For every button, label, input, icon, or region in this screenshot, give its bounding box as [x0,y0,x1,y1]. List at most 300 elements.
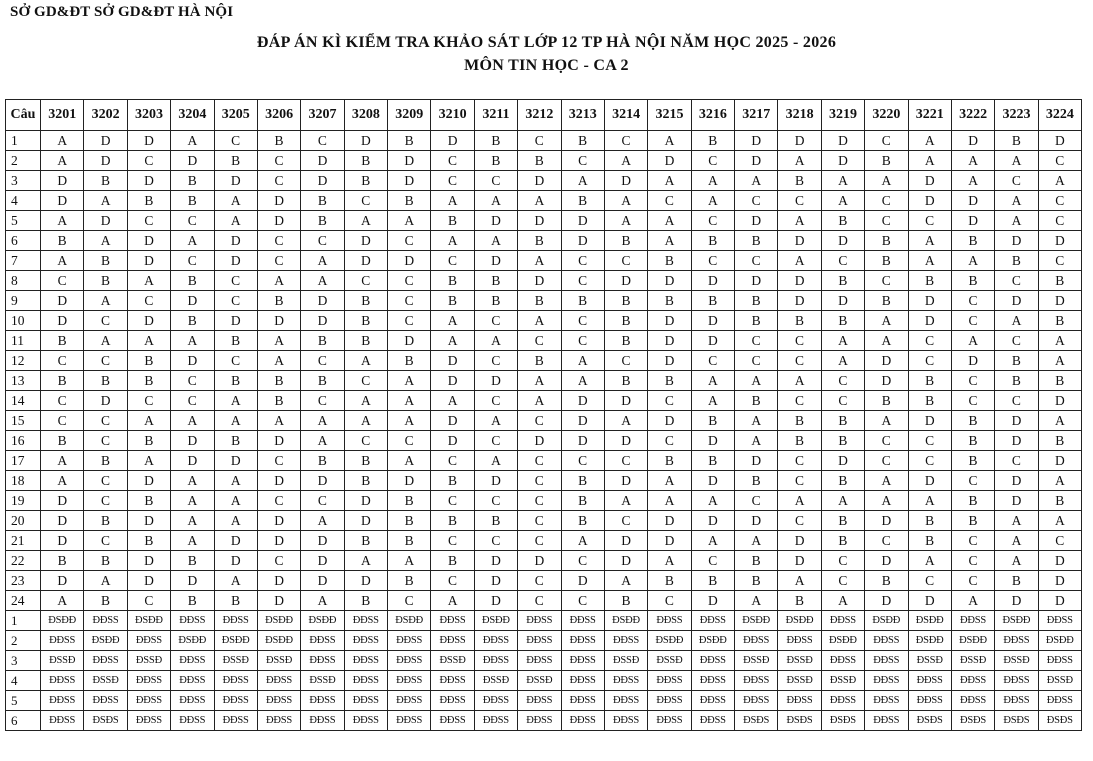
answer-cell: D [1038,451,1081,471]
answer-cell: C [388,431,431,451]
answer-cell: B [995,131,1038,151]
answer-cell: A [518,391,561,411]
answer-cell: C [648,191,691,211]
answer-cell: A [778,371,821,391]
answer-cell: ĐSĐĐ [821,631,864,651]
answer-cell: D [127,471,170,491]
answer-cell: D [908,591,951,611]
answer-cell: ĐĐSS [735,631,778,651]
answer-cell: D [691,311,734,331]
exam-code-header: 3202 [84,100,127,131]
answer-cell: A [778,571,821,591]
answer-cell: ĐĐSS [388,711,431,731]
answer-cell: C [561,551,604,571]
answer-cell: D [561,211,604,231]
answer-cell: ĐĐSS [344,631,387,651]
department-header: SỞ GD&ĐT SỞ GD&ĐT HÀ NỘI [10,4,234,20]
answer-cell: B [604,291,647,311]
answer-cell: C [995,271,1038,291]
answer-cell: ĐĐSS [474,631,517,651]
question-number: 19 [6,491,41,511]
answer-cell: ĐĐSS [431,691,474,711]
answer-cell: B [1038,431,1081,451]
answer-cell: A [951,151,994,171]
answer-cell: B [344,531,387,551]
answer-cell: C [257,251,300,271]
answer-cell: ĐĐSS [691,671,734,691]
answer-cell: ĐSĐS [778,711,821,731]
answer-cell: D [474,251,517,271]
answer-cell: D [431,131,474,151]
answer-cell: C [431,491,474,511]
answer-cell: D [214,171,257,191]
answer-cell: B [561,291,604,311]
answer-cell: B [821,471,864,491]
answer-cell: C [865,211,908,231]
exam-code-header: 3203 [127,100,170,131]
answer-cell: D [214,551,257,571]
question-number: 18 [6,471,41,491]
answer-cell: D [778,131,821,151]
answer-cell: D [344,571,387,591]
question-number: 5 [6,211,41,231]
answer-cell: A [127,411,170,431]
answer-cell: D [127,171,170,191]
answer-cell: C [301,231,344,251]
answer-cell: ĐSSĐ [604,651,647,671]
answer-cell: C [1038,211,1081,231]
true-false-row [6,631,1082,651]
answer-cell: B [821,511,864,531]
answer-cell: B [648,371,691,391]
answer-cell: C [778,511,821,531]
answer-cell: C [735,191,778,211]
answer-cell: C [171,211,214,231]
answer-cell: A [691,531,734,551]
answer-cell: D [691,591,734,611]
answer-cell: A [1038,351,1081,371]
answer-cell: C [778,471,821,491]
answer-cell: D [865,591,908,611]
answer-cell: C [214,131,257,151]
answer-cell: A [41,151,84,171]
answer-cell: D [951,211,994,231]
answer-cell: B [1038,491,1081,511]
answer-cell: ĐĐSS [865,671,908,691]
answer-cell: ĐĐSS [127,691,170,711]
answer-cell: B [431,211,474,231]
answer-cell: B [431,551,474,571]
answer-cell: A [821,171,864,191]
answer-cell: B [518,351,561,371]
answer-cell: ĐSSĐ [995,651,1038,671]
answer-cell: C [257,551,300,571]
answer-cell: D [41,511,84,531]
answer-cell: ĐĐSS [951,671,994,691]
answer-cell: C [995,171,1038,191]
answer-cell: C [951,471,994,491]
answer-cell: B [908,511,951,531]
answer-cell: ĐSĐS [995,711,1038,731]
answer-cell: B [474,291,517,311]
answer-cell: A [388,371,431,391]
answer-cell: ĐĐSS [604,631,647,651]
answer-cell: ĐSSĐ [951,651,994,671]
answer-cell: A [951,591,994,611]
answer-cell: B [865,231,908,251]
answer-cell: B [344,451,387,471]
answer-cell: ĐĐSS [995,691,1038,711]
answer-cell: B [951,231,994,251]
answer-cell: D [257,591,300,611]
multiple-choice-row [6,551,1082,571]
answer-cell: D [561,571,604,591]
answer-cell: B [127,491,170,511]
answer-cell: B [561,191,604,211]
answer-cell: B [821,531,864,551]
answer-cell: D [908,311,951,331]
answer-cell: A [171,411,214,431]
answer-cell: B [301,211,344,231]
answer-cell: D [257,531,300,551]
answer-cell: D [301,471,344,491]
answer-cell: B [257,391,300,411]
answer-cell: D [691,511,734,531]
answer-cell: ĐĐSS [908,691,951,711]
answer-cell: D [561,411,604,431]
answer-cell: ĐĐSS [257,711,300,731]
answer-cell: B [84,451,127,471]
answer-cell: B [171,171,214,191]
true-false-row [6,711,1082,731]
answer-cell: B [778,311,821,331]
exam-code-header: 3208 [344,100,387,131]
answer-cell: C [84,531,127,551]
answer-cell: C [431,531,474,551]
answer-cell: A [474,231,517,251]
answer-cell: C [127,211,170,231]
answer-cell: ĐĐSS [735,691,778,711]
answer-cell: A [995,551,1038,571]
answer-cell: ĐĐSS [1038,611,1081,631]
multiple-choice-section [6,131,1082,611]
answer-cell: B [127,191,170,211]
answer-cell: A [1038,411,1081,431]
answer-cell: D [821,291,864,311]
multiple-choice-row [6,371,1082,391]
answer-cell: ĐĐSS [257,691,300,711]
answer-cell: C [171,251,214,271]
answer-cell: B [257,371,300,391]
question-number: 4 [6,671,41,691]
answer-cell: C [474,431,517,451]
answer-cell: B [691,291,734,311]
answer-cell: ĐSSĐ [648,651,691,671]
answer-cell: C [518,471,561,491]
answer-cell: D [735,271,778,291]
answer-cell: C [344,191,387,211]
answer-cell: ĐSSĐ [518,671,561,691]
answer-cell: ĐĐSS [518,631,561,651]
answer-cell: A [604,411,647,431]
multiple-choice-row [6,271,1082,291]
answer-cell: B [171,271,214,291]
answer-cell: ĐSSĐ [908,651,951,671]
answer-cell: D [865,351,908,371]
answer-cell: A [561,531,604,551]
question-number: 3 [6,171,41,191]
answer-cell: C [951,291,994,311]
answer-cell: D [518,271,561,291]
answer-cell: D [301,311,344,331]
answer-cell: C [171,391,214,411]
answer-cell: B [648,451,691,471]
answer-cell: A [865,491,908,511]
answer-cell: ĐĐSS [865,691,908,711]
answer-cell: C [518,591,561,611]
answer-cell: A [431,591,474,611]
answer-cell: B [735,231,778,251]
answer-cell: D [474,591,517,611]
answer-cell: A [344,211,387,231]
answer-cell: C [41,391,84,411]
answer-cell: C [257,231,300,251]
answer-cell: D [344,251,387,271]
answer-cell: D [561,231,604,251]
answer-cell: ĐĐSS [604,711,647,731]
answer-cell: D [995,231,1038,251]
answer-cell: D [778,551,821,571]
answer-cell: B [735,571,778,591]
answer-cell: A [388,411,431,431]
question-column-header: Câu [6,100,41,131]
answer-cell: ĐĐSS [388,691,431,711]
answer-cell: ĐĐSS [951,611,994,631]
answer-cell: A [214,571,257,591]
answer-cell: B [127,431,170,451]
answer-cell: D [648,511,691,531]
answer-cell: A [84,231,127,251]
answer-cell: C [951,311,994,331]
answer-cell: C [518,511,561,531]
answer-cell: A [951,331,994,351]
answer-cell: D [691,331,734,351]
answer-cell: ĐĐSS [171,651,214,671]
multiple-choice-row [6,151,1082,171]
answer-cell: D [431,371,474,391]
answer-cell: ĐĐSS [344,671,387,691]
answer-cell: A [171,331,214,351]
answer-cell: D [735,151,778,171]
answer-cell: D [778,231,821,251]
answer-cell: D [865,511,908,531]
answer-cell: ĐSĐĐ [84,631,127,651]
answer-cell: B [951,511,994,531]
answer-cell: A [388,551,431,571]
answer-cell: B [691,451,734,471]
answer-cell: A [648,131,691,151]
answer-cell: B [561,471,604,491]
answer-cell: A [691,171,734,191]
answer-cell: D [127,131,170,151]
answer-cell: A [735,431,778,451]
multiple-choice-row [6,171,1082,191]
answer-cell: B [735,291,778,311]
answer-cell: B [474,151,517,171]
answer-cell: A [735,591,778,611]
answer-cell: B [171,191,214,211]
answer-cell: D [431,431,474,451]
exam-code-header: 3215 [648,100,691,131]
answer-cell: A [648,231,691,251]
answer-cell: A [474,451,517,471]
answer-cell: ĐĐSS [41,711,84,731]
answer-cell: A [474,411,517,431]
answer-cell: A [84,191,127,211]
answer-cell: B [951,411,994,431]
answer-cell: ĐĐSS [388,651,431,671]
answer-cell: ĐĐSS [474,711,517,731]
answer-cell: A [821,491,864,511]
answer-cell: C [821,391,864,411]
answer-cell: D [214,311,257,331]
answer-cell: ĐĐSS [127,631,170,651]
answer-cell: A [995,531,1038,551]
answer-cell: A [604,191,647,211]
answer-cell: ĐSĐS [821,711,864,731]
answer-cell: D [214,231,257,251]
answer-cell: A [648,491,691,511]
answer-cell: ĐĐSS [561,711,604,731]
answer-cell: B [474,511,517,531]
multiple-choice-row [6,311,1082,331]
answer-cell: ĐSĐS [908,711,951,731]
answer-cell: C [474,491,517,511]
answer-cell: B [648,291,691,311]
exam-code-header: 3206 [257,100,300,131]
exam-code-header: 3205 [214,100,257,131]
answer-cell: D [127,311,170,331]
answer-cell: B [691,571,734,591]
answer-cell: B [604,591,647,611]
answer-cell: C [518,131,561,151]
answer-cell: ĐĐSS [648,611,691,631]
answer-cell: C [865,271,908,291]
answer-cell: D [127,551,170,571]
question-number: 2 [6,631,41,651]
answer-cell: C [518,531,561,551]
answer-cell: D [1038,551,1081,571]
answer-cell: C [604,351,647,371]
answer-cell: A [301,251,344,271]
answer-cell: D [821,451,864,471]
answer-cell: D [648,331,691,351]
answer-cell: ĐĐSS [821,691,864,711]
answer-cell: D [41,171,84,191]
answer-cell: B [604,371,647,391]
exam-code-header: 3219 [821,100,864,131]
answer-cell: A [214,391,257,411]
answer-cell: ĐĐSS [691,711,734,731]
answer-cell: A [41,211,84,231]
answer-cell: B [691,131,734,151]
answer-cell: D [995,411,1038,431]
answer-cell: C [691,351,734,371]
answer-cell: ĐĐSS [518,691,561,711]
exam-code-header: 3217 [735,100,778,131]
answer-cell: ĐSĐS [735,711,778,731]
answer-cell: ĐSĐĐ [214,631,257,651]
multiple-choice-row [6,451,1082,471]
answer-cell: ĐSĐĐ [41,611,84,631]
answer-cell: C [908,571,951,591]
answer-cell: D [301,531,344,551]
answer-cell: B [214,331,257,351]
question-number: 1 [6,131,41,151]
answer-cell: B [214,591,257,611]
answer-cell: ĐSĐĐ [648,631,691,651]
answer-cell: D [84,131,127,151]
answer-cell: C [821,571,864,591]
answer-cell: B [301,331,344,351]
answer-cell: ĐĐSS [84,651,127,671]
question-number: 16 [6,431,41,451]
answer-cell: A [431,311,474,331]
answer-cell: B [344,471,387,491]
answer-cell: ĐSĐĐ [995,611,1038,631]
answer-cell: C [778,351,821,371]
answer-cell: A [41,251,84,271]
answer-cell: D [995,471,1038,491]
answer-cell: ĐĐSS [1038,651,1081,671]
answer-cell: B [518,151,561,171]
answer-cell: ĐSĐS [1038,711,1081,731]
answer-cell: B [951,271,994,291]
answer-cell: ĐSSĐ [127,651,170,671]
answer-cell: A [821,591,864,611]
answer-cell: B [995,251,1038,271]
answer-cell: ĐSĐĐ [171,631,214,651]
answer-cell: C [821,251,864,271]
answer-cell: C [691,211,734,231]
answer-cell: D [604,391,647,411]
answer-cell: C [561,331,604,351]
answer-cell: A [301,511,344,531]
answer-cell: D [735,211,778,231]
answer-cell: ĐĐSS [908,671,951,691]
answer-cell: A [388,451,431,471]
answer-cell: C [301,351,344,371]
answer-cell: ĐĐSS [84,691,127,711]
answer-cell: D [561,431,604,451]
answer-cell: C [951,371,994,391]
answer-cell: A [995,511,1038,531]
multiple-choice-row [6,291,1082,311]
answer-cell: A [518,251,561,271]
question-number: 14 [6,391,41,411]
answer-cell: D [431,351,474,371]
answer-cell: ĐĐSS [301,651,344,671]
answer-cell: B [301,191,344,211]
answer-cell: A [84,291,127,311]
exam-code-header: 3210 [431,100,474,131]
answer-cell: C [518,571,561,591]
answer-cell: D [431,411,474,431]
answer-cell: B [344,171,387,191]
answer-cell: C [344,371,387,391]
multiple-choice-row [6,231,1082,251]
answer-cell: ĐSĐĐ [951,631,994,651]
